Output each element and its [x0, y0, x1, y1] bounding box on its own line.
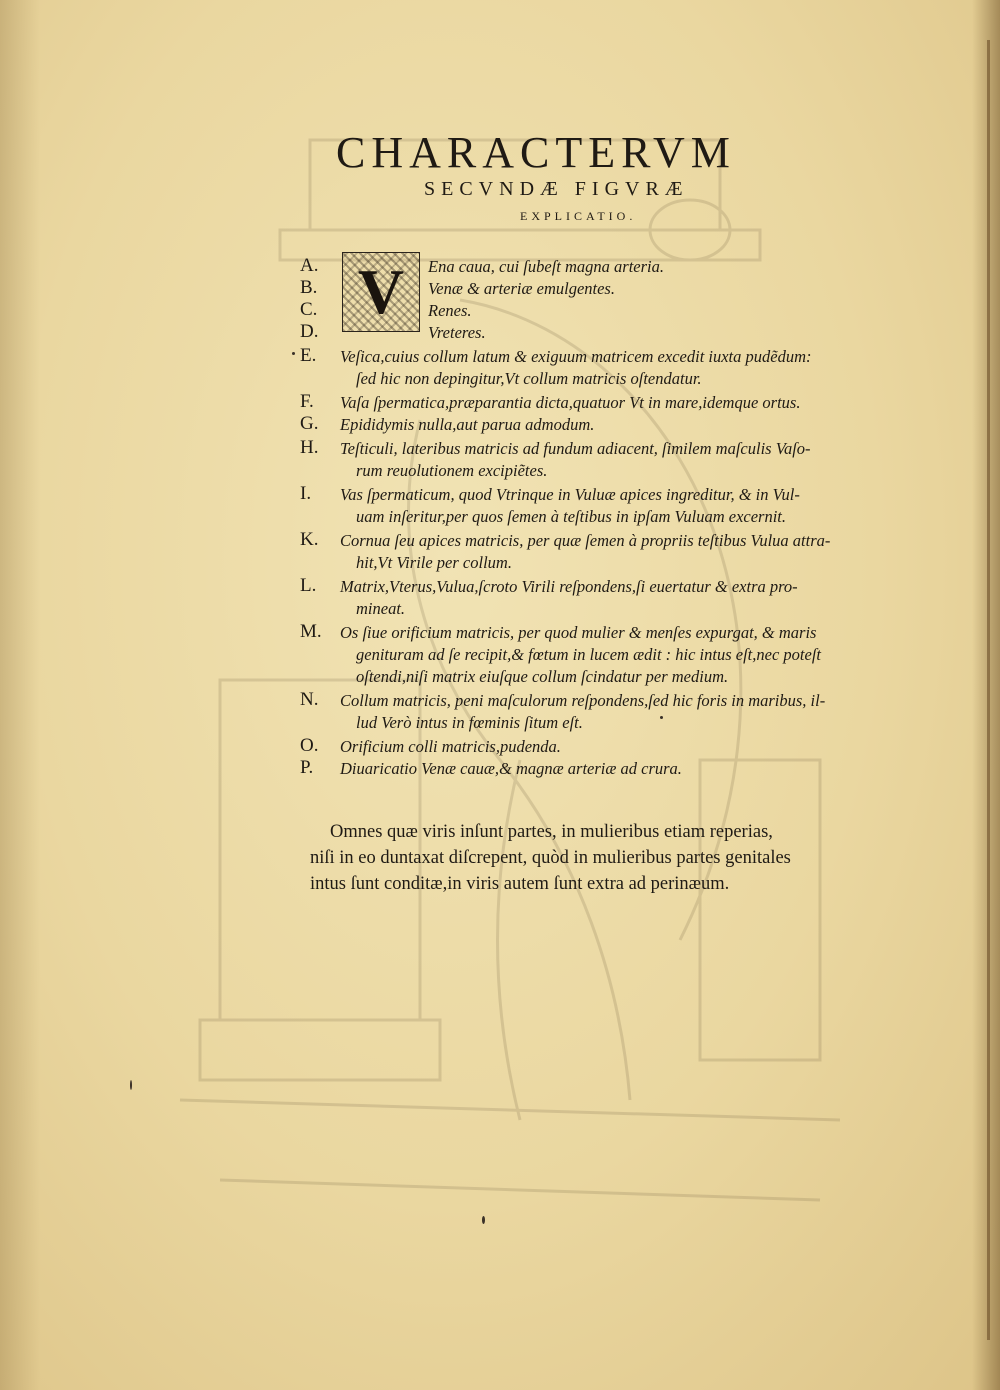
legend-letter: B. [300, 277, 318, 298]
legend-text: Epididymis nulla,aut parua admodum. [340, 415, 595, 434]
legend-letter: A. [300, 255, 319, 276]
ink-speck [482, 1216, 485, 1224]
legend-letter: C. [300, 299, 318, 320]
legend-letter: K. [300, 529, 319, 550]
legend-text: Veſica,cuius collum latum & exiguum matricem excedit iuxta pudẽdum: [340, 347, 812, 366]
paragraph-line: Omnes quæ viris inſunt partes, in mulieribus etiam reperias, [330, 822, 773, 842]
paragraph-line: niſi in eo duntaxat diſcrepent, quòd in mulieribus partes genitales [310, 848, 791, 868]
legend-text: Ena caua, cui ſubeſt magna arteria. [428, 257, 665, 276]
page-shade-right [972, 0, 1000, 1390]
legend-letter: I. [300, 483, 312, 504]
legend-text: ſed hic non depingitur,Vt collum matricis oſtendatur. [356, 369, 702, 388]
legend-text: Vaſa ſpermatica,præparantia dicta,quatuor Vt in mare,idemque ortus. [340, 393, 801, 412]
legend-letter: F. [300, 391, 314, 412]
legend-text: Vreteres. [428, 323, 486, 342]
legend-letter: M. [300, 621, 322, 642]
page-edge [987, 40, 990, 1340]
legend-letter: O. [300, 735, 319, 756]
legend-text: Cornua ſeu apices matricis, per quæ ſemen à propriis teſtibus Vulua attra- [340, 531, 831, 550]
legend-text: oſtendi,niſi matrix eiuſque collum ſcindatur per medium. [356, 667, 729, 686]
legend-text: Vas ſpermaticum, quod Vtrinque in Vuluæ apices ingreditur, & in Vul- [340, 485, 800, 504]
legend-letter: P. [300, 757, 314, 778]
legend-letter: G. [300, 413, 319, 434]
legend-text: lud Verò intus in fœminis ſitum eſt. [356, 713, 583, 732]
legend-text: Os ſiue orificium matricis, per quod mulier & menſes expurgat, & maris [340, 623, 817, 642]
page-shade-left [0, 0, 40, 1390]
legend-text: Renes. [428, 301, 472, 320]
decorated-initial [342, 252, 420, 332]
legend-text: Orificium colli matricis,pudenda. [340, 737, 561, 756]
legend-text: genituram ad ſe recipit,& fœtum in lucem ædit : hic intus eſt,nec poteſt [356, 645, 821, 664]
paragraph-line: intus ſunt conditæ,in viris autem ſunt extra ad perinæum. [310, 874, 730, 894]
legend-letter: H. [300, 437, 319, 458]
legend-text: uam inſeritur,per quos ſemen à teſtibus in ipſam Vuluam excernit. [356, 507, 787, 526]
ink-speck [130, 1080, 132, 1090]
ink-speck [292, 352, 295, 355]
legend-letter: N. [300, 689, 319, 710]
initial-letter: V [357, 256, 405, 327]
page-subtitle: SECVNDÆ FIGVRÆ [424, 178, 689, 200]
page-title: CHARACTERVM [336, 128, 736, 177]
legend-text: Teſticuli, lateribus matricis ad fundum adiacent, ſimilem maſculis Vaſo- [340, 439, 811, 458]
legend-text: Venæ & arteriæ emulgentes. [428, 279, 615, 298]
legend-letter: E. [300, 345, 317, 366]
legend-text: Matrix,Vterus,Vulua,ſcroto Virili reſpondens,ſi euertatur & extra pro- [340, 577, 798, 596]
legend-text: Collum matricis, peni maſculorum reſpondens,ſed hic foris in maribus, il- [340, 691, 826, 710]
legend-letter: L. [300, 575, 317, 596]
legend-text: mineat. [356, 599, 406, 618]
legend-text: hit,Vt Virile per collum. [356, 553, 512, 572]
legend-text: rum reuolutionem excipiẽtes. [356, 461, 548, 480]
legend-letter: D. [300, 321, 319, 342]
legend-text: Diuaricatio Venæ cauæ,& magnæ arteriæ ad crura. [340, 759, 682, 778]
page-subtitle-explicatio: EXPLICATIO. [520, 209, 637, 223]
ink-speck [660, 716, 663, 719]
